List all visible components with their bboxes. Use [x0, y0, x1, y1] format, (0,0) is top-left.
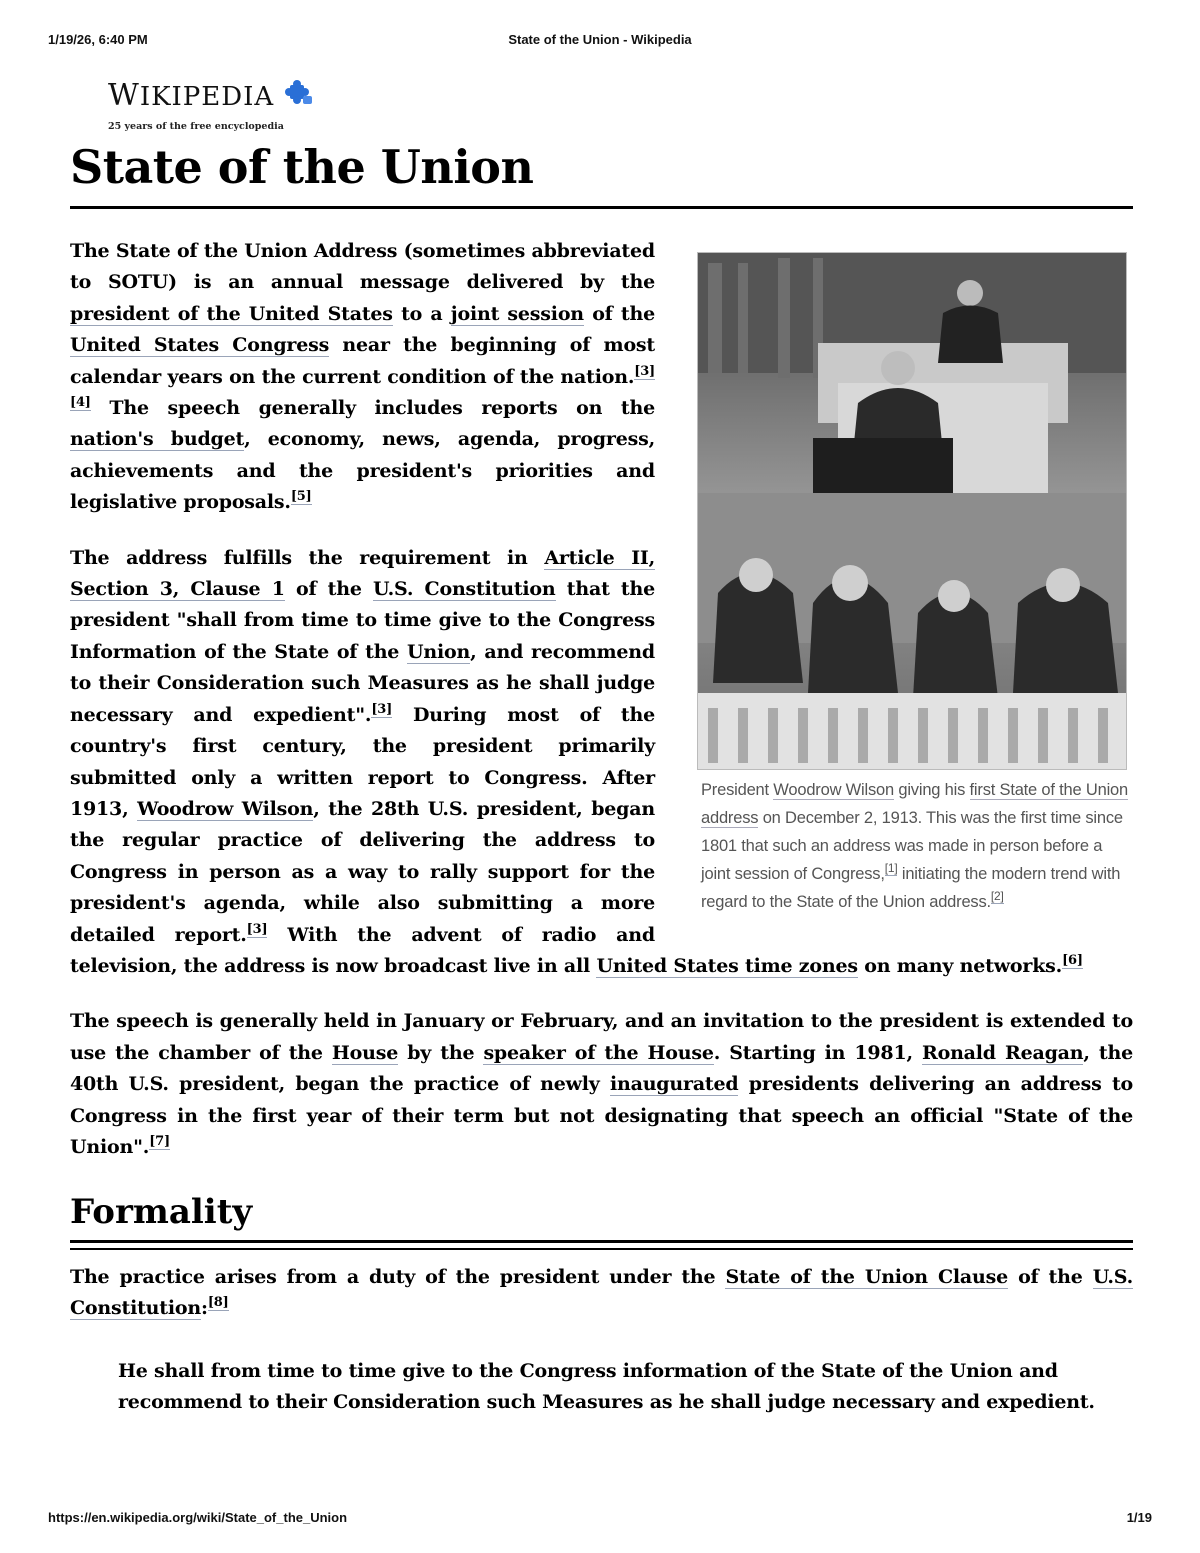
link-us-constitution[interactable]: U.S. Constitution — [70, 1266, 1133, 1320]
paragraph-text: ) is an annual message delivered by the — [168, 271, 655, 294]
paragraph-text: on many networks. — [857, 954, 1063, 977]
paragraph-text: , the 40th U.S. president, began the practice of newly — [70, 1041, 1133, 1096]
link-house[interactable]: House — [331, 1041, 399, 1064]
link-article-ii[interactable]: Article II, Section 3, Clause 1 — [70, 546, 655, 601]
paragraph-text: near the beginning of most calendar years on the current condition of the nation. — [70, 334, 656, 388]
citation-link[interactable]: [8] — [207, 1295, 229, 1311]
lead-figure — [683, 252, 1133, 916]
woodrow-wilson-photo[interactable] — [697, 252, 1127, 770]
print-url: https://en.wikipedia.org/wiki/State_of_the_Union — [48, 1510, 348, 1525]
link-congress[interactable]: United States Congress — [70, 334, 330, 357]
citation-link[interactable]: [1] — [884, 861, 898, 875]
formality-paragraph — [70, 1262, 1133, 1325]
lead-paragraph-3 — [70, 1006, 1133, 1163]
link-nations-budget[interactable]: nation's budget — [70, 428, 245, 451]
citation-link[interactable]: [3] — [246, 921, 268, 937]
paragraph-text: : — [200, 1297, 208, 1320]
paragraph-text: by the — [398, 1041, 484, 1064]
link-us-constitution[interactable]: U.S. Constitution — [373, 578, 556, 601]
paragraph-text: During most of the country's first century, the president primarily submitted only a written report to Congress. After 1913, — [70, 703, 655, 820]
link-joint-session[interactable]: joint session — [450, 302, 584, 325]
paragraph-text: The address fulfills the requirement in — [70, 546, 545, 569]
caption-text: President — [701, 781, 774, 799]
section-heading-formality: Formality — [70, 1192, 253, 1232]
paragraph-text: With the advent of radio and television, the address is now broadcast live in all — [70, 923, 655, 977]
title-divider — [70, 206, 1133, 209]
paragraph-text: The practice arises from a duty of the president under the — [70, 1266, 726, 1288]
section-divider — [70, 1248, 1133, 1250]
paragraph-text: The speech generally includes reports on the — [90, 397, 655, 420]
link-sotu-clause[interactable]: State of the Union Clause — [725, 1266, 1009, 1288]
link-union[interactable]: Union — [407, 640, 471, 663]
bold-term: State of the Union Address — [115, 240, 398, 262]
citation-link[interactable]: [2] — [990, 889, 1004, 903]
link-ronald-reagan[interactable]: Ronald Reagan — [922, 1041, 1084, 1064]
paragraph-text: The speech is generally held in January or February, and an invitation to the president is extended to use the chamber of the — [70, 1010, 1133, 1064]
link-time-zones[interactable]: United States time zones — [596, 954, 858, 977]
paragraph-text: of the — [284, 578, 373, 601]
paragraph-text: to a — [392, 302, 451, 325]
paragraph-text: The — [70, 240, 116, 262]
paragraph-text: . Starting in 1981, — [713, 1041, 922, 1064]
paragraph-text: , the 28th U.S. president, began the regular practice of delivering the address to Congress in person as a way to rally support for the president's agenda, while also submitting a more detailed report. — [70, 797, 655, 946]
formality-section — [70, 1262, 1133, 1349]
paragraph-text: that the president "shall from time to time give to the Congress Information of the State of the — [70, 578, 655, 663]
print-datetime: 1/19/26, 6:40 PM — [48, 32, 148, 47]
link-woodrow-wilson[interactable]: Woodrow Wilson — [137, 797, 314, 820]
link-inaugurated[interactable]: inaugurated — [609, 1073, 739, 1096]
bold-term: SOTU — [107, 271, 169, 294]
caption-text: on December 2, 1913. This was the first time since 1801 that such an address was made in person before a joint session of Congress, — [701, 809, 1123, 883]
citation-link[interactable]: [3] — [634, 363, 655, 379]
paragraph-text: of the — [583, 302, 655, 325]
citation-link[interactable]: [3] — [371, 701, 393, 717]
citation-link[interactable]: [6] — [1062, 952, 1083, 968]
caption-text: giving his — [893, 781, 970, 799]
section-divider — [70, 1240, 1133, 1243]
wikipedia-wordmark — [108, 78, 274, 113]
logo-tagline: 25 years of the free encyclopedia — [108, 121, 284, 132]
citation-link[interactable]: [7] — [149, 1133, 170, 1149]
print-page-title: State of the Union - Wikipedia — [508, 32, 692, 47]
paragraph-text: presidents delivering an address to Congress in the first year of their term but not designating that speech an official "State of the Union". — [70, 1073, 1134, 1158]
print-page-number: 1/19 — [1126, 1510, 1152, 1525]
citation-link[interactable]: [4] — [70, 395, 91, 411]
caption-link-woodrow-wilson[interactable]: Woodrow Wilson — [773, 781, 894, 799]
puzzle-globe-icon — [281, 79, 315, 113]
article-lead — [70, 236, 1133, 1187]
paragraph-text: (sometimes abbreviated to — [70, 240, 655, 294]
constitution-blockquote: He shall from time to time give to the Congress information of the State of the Union and recommend to their Consideration such Measures as he shall judge necessary and expedient. — [118, 1360, 1095, 1414]
wordmark-initial: W — [108, 78, 140, 113]
paragraph-text: of the — [1008, 1266, 1093, 1288]
caption-link-first-sotu[interactable]: first State of the Union address — [701, 781, 1128, 827]
wordmark-rest: IKIPEDIA — [139, 82, 275, 112]
link-president[interactable]: president of the United States — [70, 302, 393, 325]
caption-text: initiating the modern trend with regard to the State of the Union address. — [701, 865, 1121, 911]
citation-link[interactable]: [5] — [290, 489, 312, 505]
link-speaker[interactable]: speaker of the House — [483, 1041, 714, 1064]
paragraph-text: , economy, news, agenda, progress, achievements and the president's priorities and legislative proposals. — [70, 428, 655, 514]
wikipedia-logo[interactable] — [108, 78, 315, 113]
figure-caption — [701, 776, 1133, 916]
paragraph-text: , and recommend to their Consideration such Measures as he shall judge necessary and expedient". — [70, 640, 655, 726]
page-title: State of the Union — [70, 140, 534, 194]
